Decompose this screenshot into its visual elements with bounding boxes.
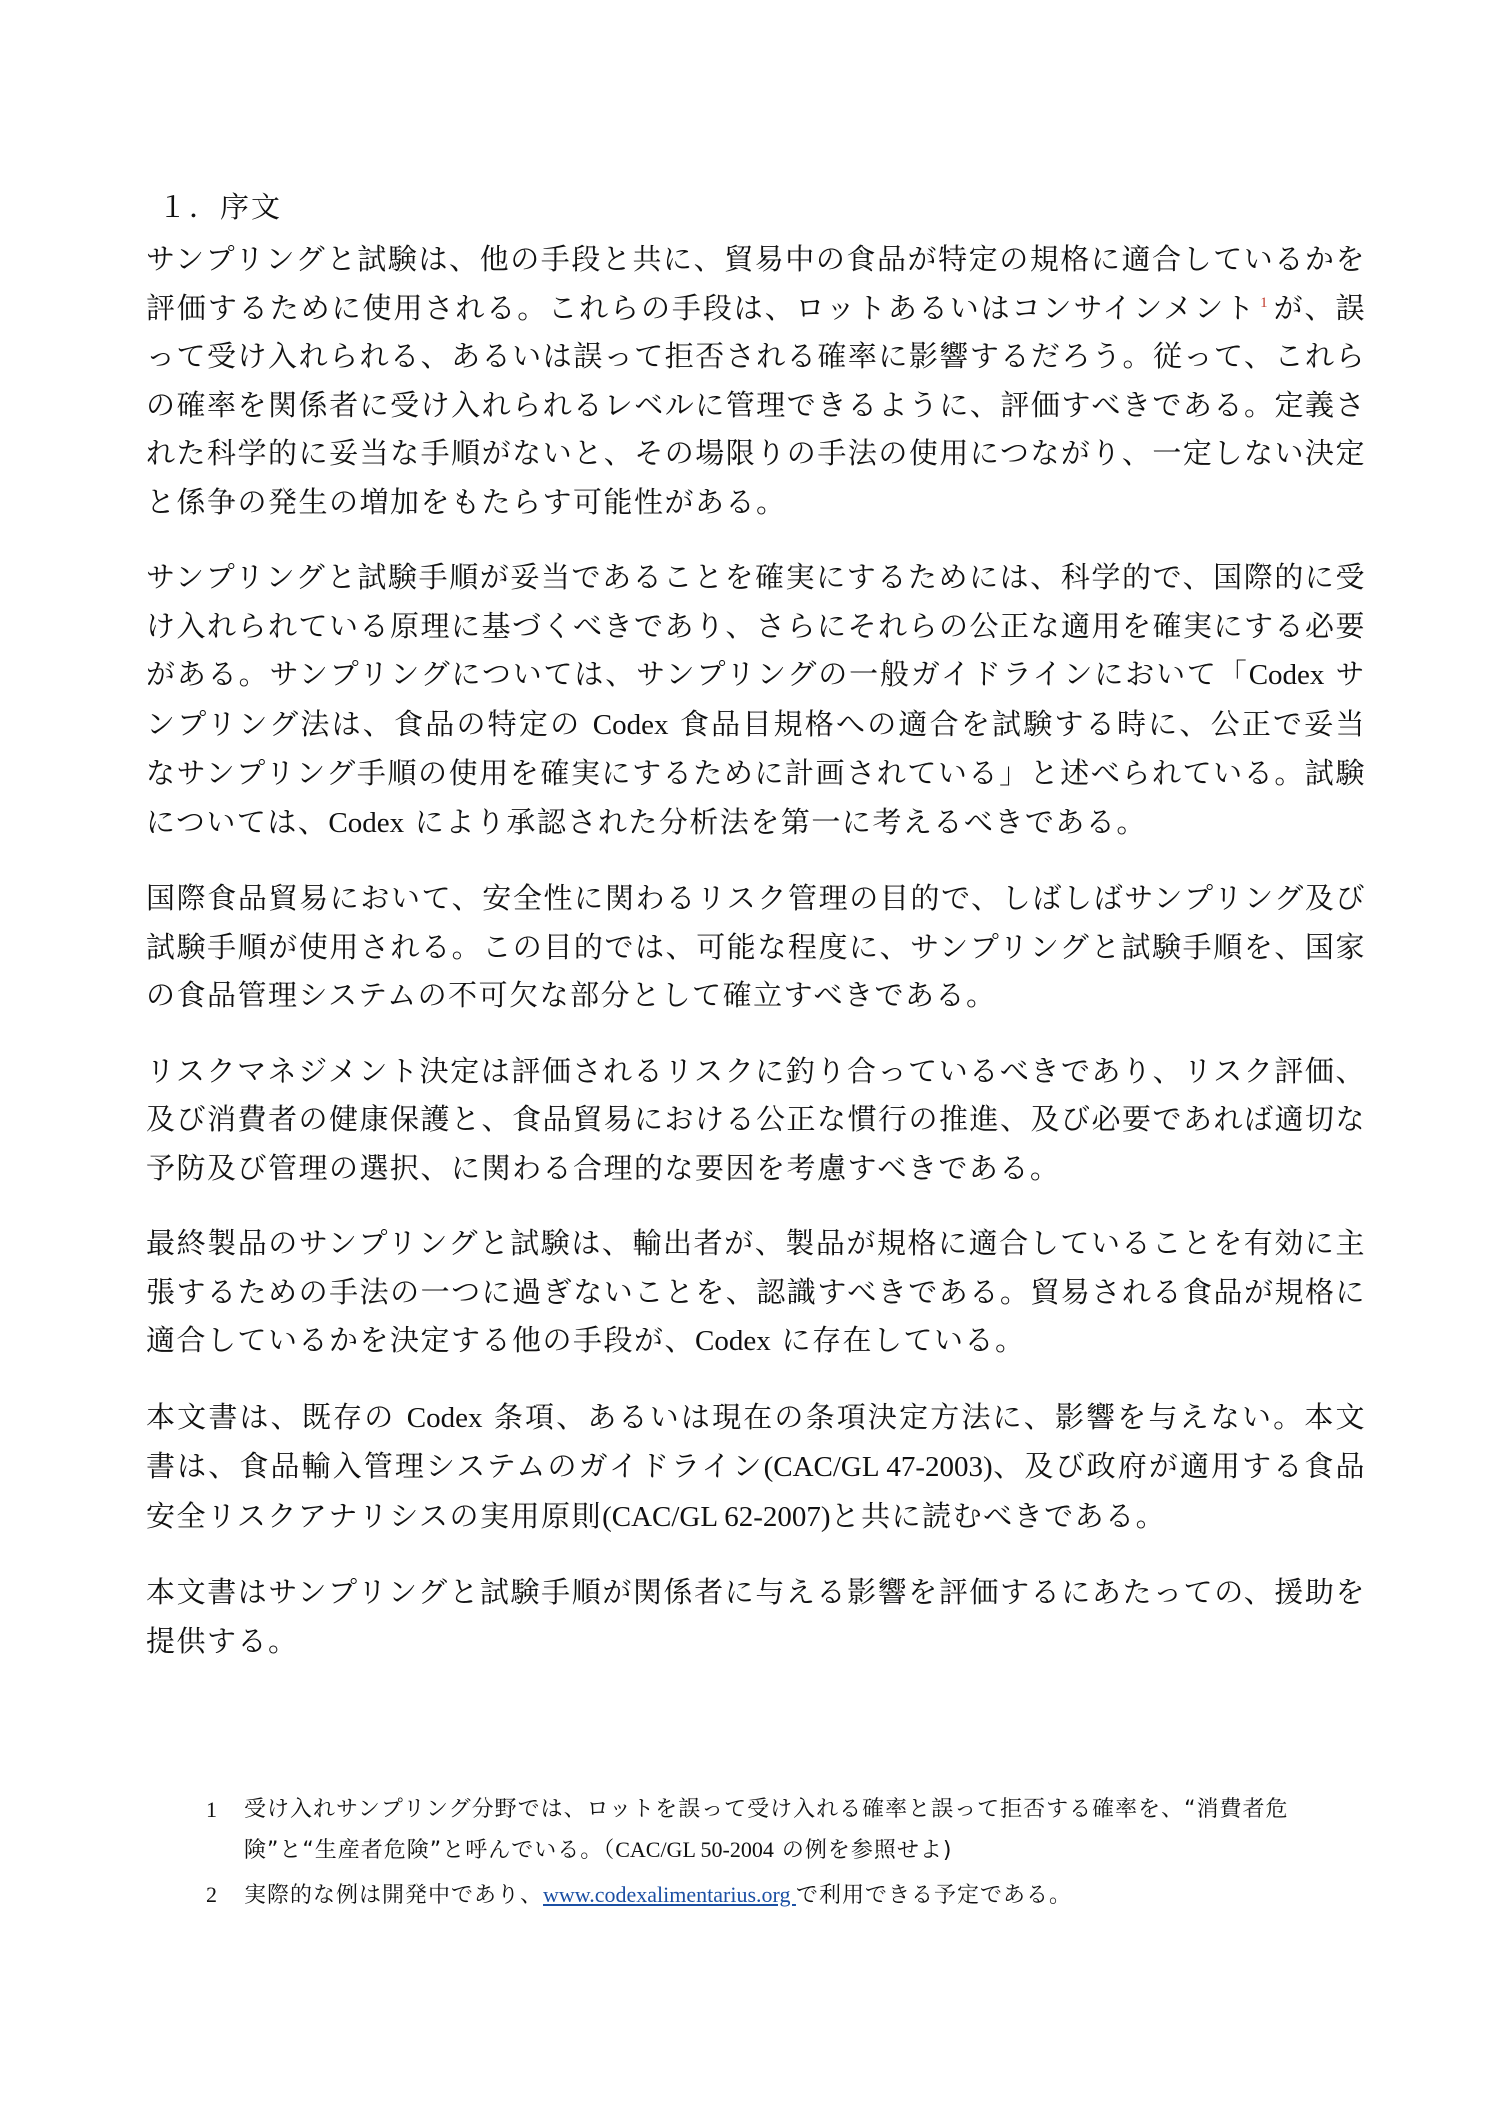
reference-cac-gl-50: CAC/GL 50-2004	[615, 1837, 774, 1862]
text-run: 実際的な例は開発中であり、	[244, 1883, 544, 1908]
text-run: 食品目規格への適合を試験する時に、公正で妥当なサンプリング手順の使用を確実にするために計画されている」と述べられている。試験については、	[146, 706, 1366, 839]
footnote-text	[244, 1875, 1366, 1916]
footnote-text	[244, 1790, 1366, 1871]
text-run: 最終製品のサンプリングと試験は、輸出者が、製品が規格に適合していることを有効に主張するための手法の一つに過ぎないことを、認識すべきである。貿易される食品が規格に適合しているかを決定する他の手段が、	[146, 1226, 1366, 1357]
codex-term: Codex	[328, 806, 405, 839]
document-body	[146, 185, 1366, 1692]
reference-cac-gl-47: (CAC/GL 47-2003)	[763, 1451, 993, 1483]
codex-website-link[interactable]: www.codexalimentarius.org	[543, 1882, 796, 1907]
footnote-reference-1[interactable]: 1	[1260, 294, 1270, 311]
text-run: 受け入れサンプリング分野では、ロットを誤って受け入れる確率と誤って拒否する確率を、“消費者危険”と“生産者危険”と呼んでいる。（	[244, 1797, 1289, 1863]
paragraph-purpose: 本文書はサンプリングと試験手順が関係者に与える影響を評価するにあたっての、援助を提供する。	[146, 1575, 1366, 1658]
text-run: に存在している。	[770, 1323, 1026, 1357]
paragraph-final-product	[146, 1219, 1366, 1366]
section-heading: １．序文	[158, 190, 283, 224]
text-run: サンプリングと試験手順が妥当であることを確実にするためには、科学的で、国際的に受け入れられている原理に基づくべきであり、さらにそれらの公正な適用を確実にする必要がある。サンプリングについては、サンプリングの一般ガイドラインにおいて「	[146, 560, 1367, 691]
footnote-2	[206, 1875, 1366, 1916]
paragraph-procedures	[146, 553, 1366, 847]
paragraph-international-trade: 国際食品貿易において、安全性に関わるリスク管理の目的で、しばしばサンプリング及び試験手順が使用される。この目的では、可能な程度に、サンプリングと試験手順を、国家の食品管理システムの不可欠な部分として確立すべきである。	[146, 881, 1366, 1012]
reference-cac-gl-62: (CAC/GL 62-2007)	[602, 1500, 831, 1533]
footnote-number: 1	[206, 1797, 218, 1822]
text-run: サンプリング法は、食品の特定の	[146, 657, 1366, 741]
text-run: と共に読むべきである。	[830, 1498, 1167, 1533]
footnote-1	[206, 1790, 1366, 1871]
codex-term: Codex	[695, 1325, 771, 1357]
paragraph-introduction	[146, 235, 1366, 526]
footnote-number: 2	[206, 1882, 218, 1907]
codex-term: Codex	[592, 708, 669, 741]
text-run: で利用できる予定である。	[795, 1883, 1072, 1908]
text-run: が、誤って受け入れられる、あるいは誤って拒否される確率に影響するだろう。従って、これらの確率を関係者に受け入れられるレベルに管理できるように、評価すべきである。定義された科学的に妥当な手順がないと、その場限りの手法の使用につながり、一定しない決定と係争の発生の増加をもたらす可能性がある。	[146, 290, 1366, 519]
codex-term: Codex	[1248, 659, 1325, 691]
text-run: 本文書は、既存の	[146, 1399, 407, 1434]
paragraph-scope	[146, 1393, 1366, 1542]
footnotes	[206, 1790, 1366, 1920]
text-run: の例を参照せよ)	[773, 1838, 953, 1863]
text-run: 、及び政府が適用する食品安全リスクアナリシスの実用原則	[146, 1449, 1366, 1533]
text-run: 条項、あるいは現在の条項決定方法に、影響を与えない。本文書は、食品輸入管理システムのガイドライン	[146, 1399, 1366, 1483]
codex-term: Codex	[406, 1401, 483, 1434]
paragraph-risk-management: リスクマネジメント決定は評価されるリスクに釣り合っているべきであり、リスク評価、及び消費者の健康保護と、食品貿易における公正な慣行の推進、及び必要であれば適切な予防及び管理の選択、に関わる合理的な要因を考慮すべきである。	[146, 1053, 1367, 1185]
text-run: サンプリングと試験は、他の手段と共に、貿易中の食品が特定の規格に適合しているかを評価するために使用される。これらの手段は、ロットあるいはコンサインメント	[146, 242, 1366, 325]
text-run: により承認された分析法を第一に考えるべきである。	[404, 804, 1147, 839]
